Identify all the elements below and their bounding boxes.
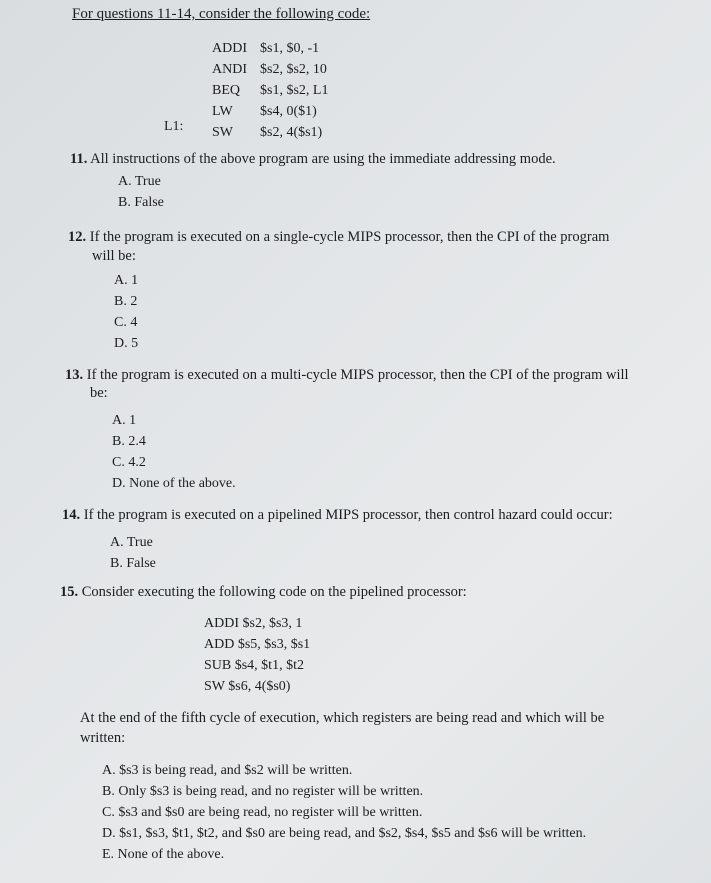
question-12 bbox=[68, 229, 609, 246]
question-13-cont: be: bbox=[90, 385, 108, 401]
code-block-1 bbox=[212, 38, 328, 143]
question-12-cont: will be: bbox=[92, 248, 136, 264]
code-line bbox=[212, 59, 328, 80]
option: D. 5 bbox=[114, 336, 139, 351]
opcode: ANDI bbox=[212, 62, 247, 77]
question-15-prompt: At the end of the fifth cycle of execution, which registers are being read and which will be bbox=[80, 710, 605, 726]
option: D. None of the above. bbox=[112, 476, 236, 491]
question-text: Consider executing the following code on the pipelined processor: bbox=[81, 584, 467, 600]
question-15 bbox=[60, 584, 467, 601]
question-14 bbox=[62, 507, 613, 524]
option: A. 1 bbox=[112, 413, 137, 428]
option: D. $s1, $s3, $t1, $t2, and $s0 are being read, and $s2, $s4, $s5 and $s6 will be written. bbox=[102, 826, 587, 841]
option: A. 1 bbox=[114, 273, 139, 288]
question-text: If the program is executed on a single-cycle MIPS processor, then the CPI of the program bbox=[89, 229, 610, 245]
option: A. True bbox=[118, 174, 161, 189]
code-line: ADD $s5, $s3, $s1 bbox=[204, 637, 311, 652]
opcode: SW bbox=[212, 125, 233, 140]
code-block-2 bbox=[204, 613, 310, 697]
opcode: LW bbox=[212, 104, 233, 119]
section-header: For questions 11-14, consider the following code: bbox=[72, 6, 371, 22]
question-text: If the program is executed on a pipelined MIPS processor, then control hazard could occur: bbox=[83, 507, 613, 523]
code-line: SW $s6, 4($s0) bbox=[204, 679, 291, 694]
opcode: BEQ bbox=[212, 83, 240, 98]
operands: $s1, $0, -1 bbox=[260, 41, 320, 56]
option: B. False bbox=[118, 195, 164, 210]
question-number: 13. bbox=[65, 367, 84, 383]
option-list bbox=[114, 270, 138, 354]
option-list bbox=[118, 171, 164, 213]
option: B. 2.4 bbox=[112, 434, 146, 449]
option: A. $s3 is being read, and $s2 will be written. bbox=[102, 763, 353, 778]
option: E. None of the above. bbox=[102, 847, 225, 862]
operands: $s2, 4($s1) bbox=[260, 125, 323, 140]
option-list bbox=[110, 532, 156, 574]
question-11 bbox=[70, 151, 556, 168]
operands: $s4, 0($1) bbox=[260, 104, 317, 119]
option: C. 4 bbox=[114, 315, 138, 330]
code-line bbox=[212, 80, 328, 101]
operands: $s2, $s2, 10 bbox=[260, 62, 327, 77]
option-list bbox=[102, 760, 586, 865]
code-line bbox=[212, 101, 328, 122]
question-13 bbox=[65, 367, 629, 384]
option: B. 2 bbox=[114, 294, 138, 309]
code-line: SUB $s4, $t1, $t2 bbox=[204, 658, 304, 673]
code-line bbox=[212, 38, 328, 59]
option-list bbox=[112, 410, 236, 494]
question-15-prompt-cont: written: bbox=[80, 730, 126, 746]
code-line: ADDI $s2, $s3, 1 bbox=[204, 616, 303, 631]
question-number: 11. bbox=[70, 151, 88, 167]
option: C. $s3 and $s0 are being read, no register will be written. bbox=[102, 805, 423, 820]
opcode: ADDI bbox=[212, 41, 247, 56]
question-text: All instructions of the above program are using the immediate addressing mode. bbox=[90, 151, 556, 167]
question-number: 12. bbox=[68, 229, 87, 245]
option: B. Only $s3 is being read, and no register will be written. bbox=[102, 784, 424, 799]
question-number: 14. bbox=[62, 507, 81, 523]
question-text: If the program is executed on a multi-cycle MIPS processor, then the CPI of the program will bbox=[86, 367, 629, 383]
code-line bbox=[212, 122, 328, 143]
code-label: L1: bbox=[164, 119, 184, 134]
option: C. 4.2 bbox=[112, 455, 146, 470]
question-number: 15. bbox=[60, 584, 79, 600]
option: A. True bbox=[110, 535, 153, 550]
option: B. False bbox=[110, 556, 156, 571]
operands: $s1, $s2, L1 bbox=[260, 83, 329, 98]
